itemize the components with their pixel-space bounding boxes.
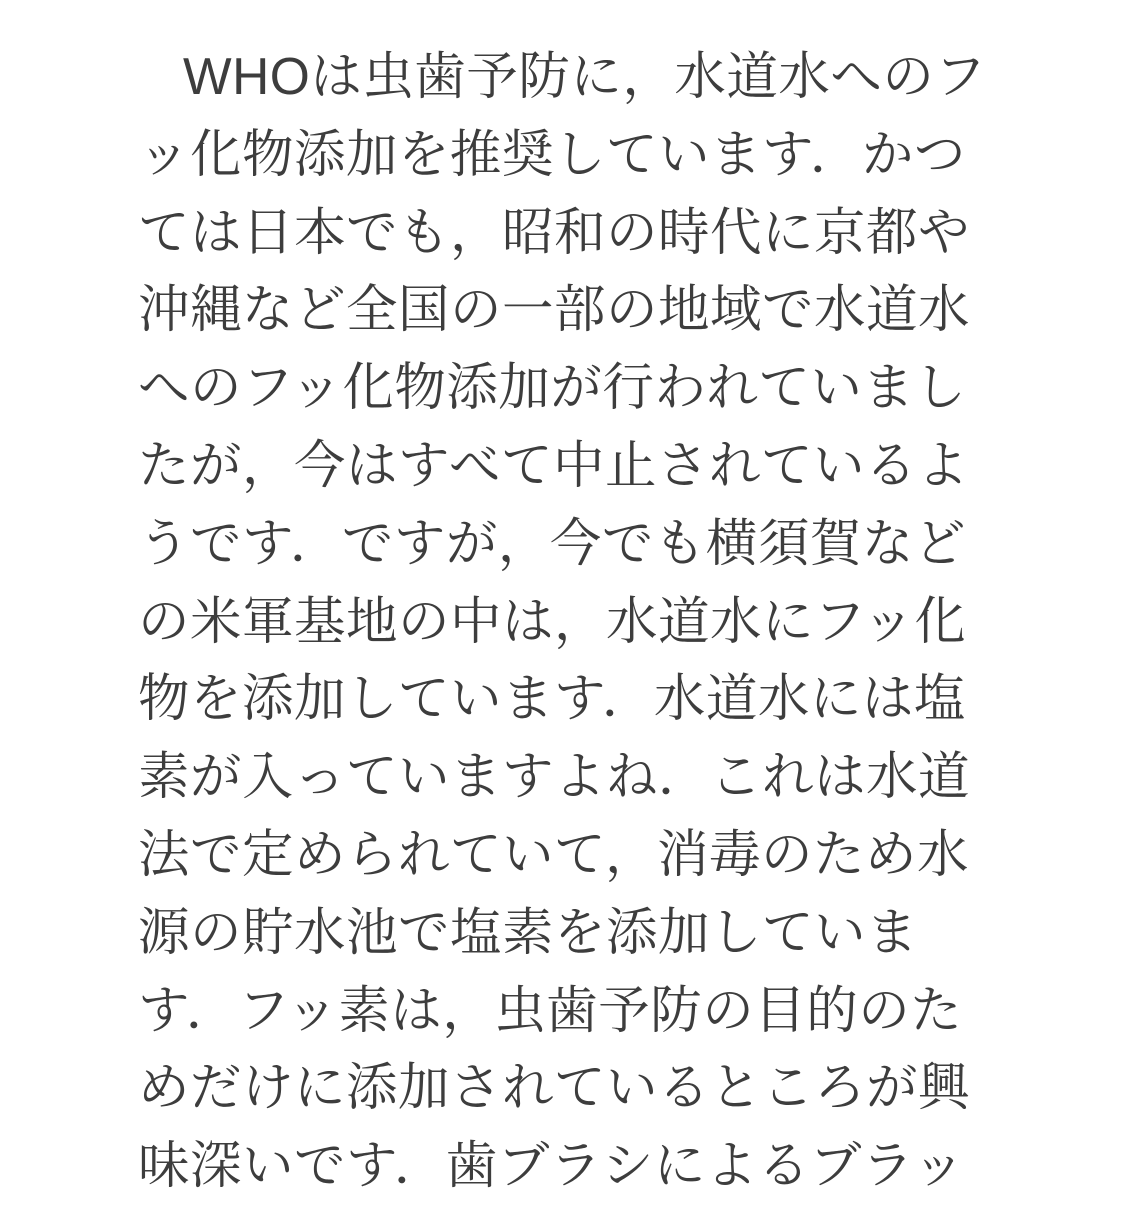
text-line: 沖縄など全国の一部の地域で水道水 xyxy=(138,280,971,339)
text-line: ては日本でも，昭和の時代に京都や xyxy=(138,202,971,261)
text-line: 源の貯水池で塩素を添加していま xyxy=(138,902,919,961)
text-line: の米軍基地の中は，水道水にフッ化 xyxy=(138,591,967,650)
text-line: す．フッ素は，虫歯予防の目的のた xyxy=(138,980,963,1039)
text-line: 法で定められていて，消毒のため水 xyxy=(138,824,969,883)
text-line: 味深いです．歯ブラシによるブラッ xyxy=(138,1136,965,1195)
text-line: めだけに添加されているところが興 xyxy=(138,1058,971,1117)
paragraph-text xyxy=(138,38,988,1205)
text-line: 素が入っていますよね．これは水道 xyxy=(138,747,971,806)
text-line: 物を添加しています．水道水には塩 xyxy=(138,669,966,728)
text-line: ッ化物添加を推奨しています．かつ xyxy=(138,124,966,183)
text-line: へのフッ化物添加が行われていまし xyxy=(138,358,967,417)
text-line: WHOは虫歯予防に，水道水へのフ xyxy=(183,47,987,105)
text-line: うです．ですが，今でも横須賀など xyxy=(138,513,966,572)
text-line: たが，今はすべて中止されているよ xyxy=(138,435,969,494)
